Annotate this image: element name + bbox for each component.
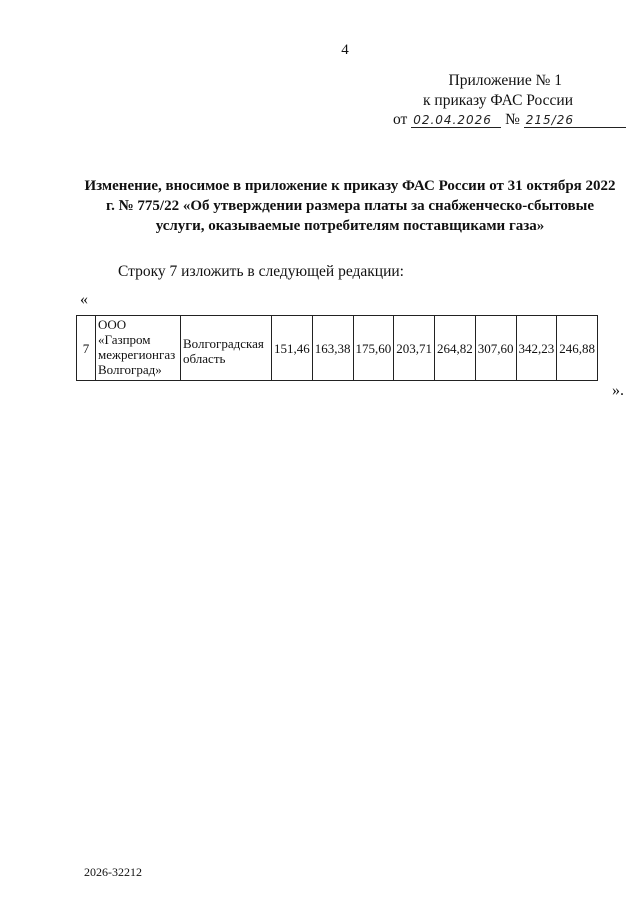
order-date-handwritten: 02.04.2026	[411, 113, 501, 128]
appendix-subtitle: к приказу ФАС России	[423, 92, 573, 109]
value-cell: 203,71	[394, 316, 435, 381]
table-row	[77, 316, 598, 381]
value-cell: 307,60	[475, 316, 516, 381]
value-cell: 264,82	[435, 316, 476, 381]
open-quote: «	[80, 291, 88, 308]
organization-cell: ООО «Газпром межрегионгаз Волгоград»	[96, 316, 181, 381]
order-number-label: №	[505, 111, 520, 128]
row-number-cell: 7	[77, 316, 96, 381]
order-reference	[393, 111, 626, 129]
page-number: 4	[341, 42, 349, 58]
footer-document-code: 2026-32212	[84, 865, 142, 879]
order-from-label: от	[393, 111, 408, 128]
value-cell: 151,46	[272, 316, 313, 381]
value-cell: 175,60	[353, 316, 394, 381]
order-number-handwritten: 215/26	[524, 113, 626, 128]
instruction-text: Строку 7 изложить в следующей редакции:	[118, 263, 404, 280]
value-cell: 246,88	[557, 316, 598, 381]
value-cell: 342,23	[516, 316, 557, 381]
document-heading: Изменение, вносимое в приложение к приказу ФАС России от 31 октября 2022 г. № 775/22 «Об утверждении размера платы за снабженческо-сбытовые услуги, оказываемые потребителям поставщиками газа»	[84, 178, 616, 234]
region-cell: Волгоградская область	[181, 316, 272, 381]
value-cell: 163,38	[312, 316, 353, 381]
close-quote: ».	[612, 382, 624, 399]
appendix-title: Приложение № 1	[448, 72, 562, 89]
tariff-table	[76, 315, 598, 381]
